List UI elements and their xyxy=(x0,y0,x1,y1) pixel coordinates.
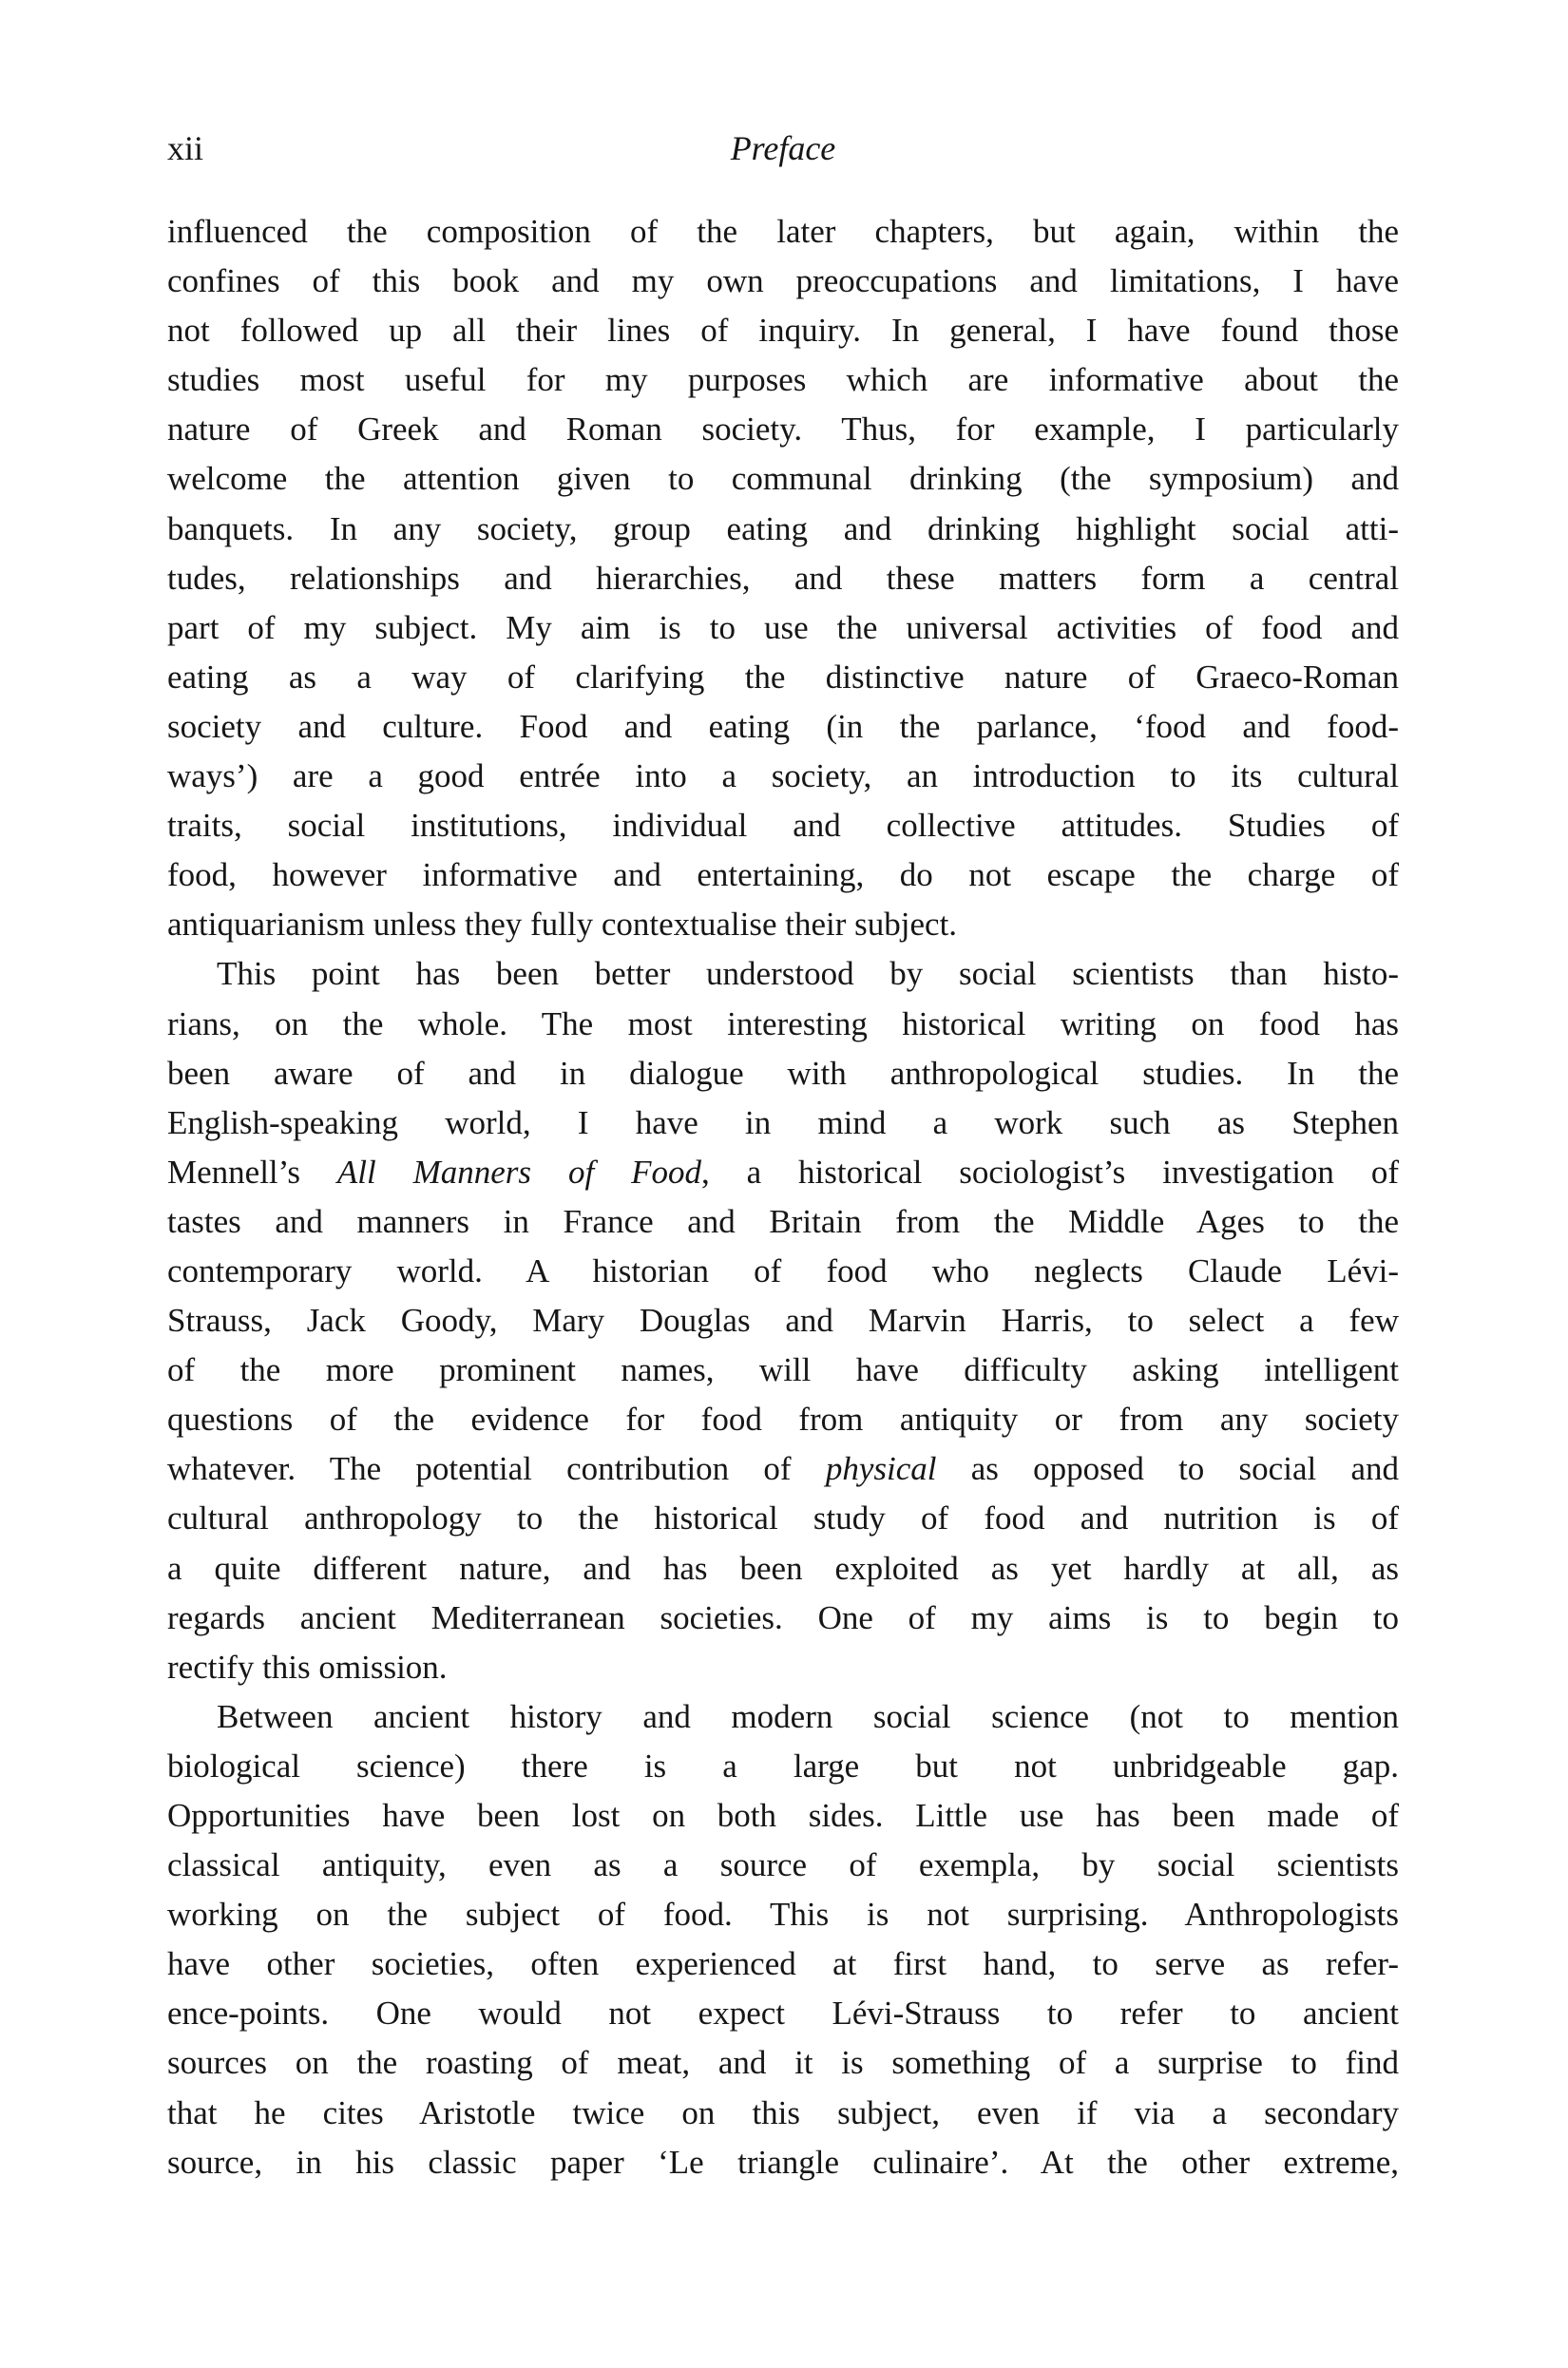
emphasis-italic: physical xyxy=(825,1450,937,1488)
text-line: tastes and manners in France and Britain from the Middle Ages to the xyxy=(167,1202,1399,1240)
text-line: influenced the composition of the later chapters, but again, within the xyxy=(167,213,1399,250)
text-run: as opposed to social and xyxy=(936,1450,1399,1488)
text-line: of the more prominent names, will have difficulty asking intelligent xyxy=(167,1351,1399,1389)
text-line: regards ancient Mediterranean societies. One of my aims is to begin to xyxy=(167,1598,1399,1636)
text-line: ways’) are a good entrée into a society, an introduction to its cultural xyxy=(167,757,1399,795)
text-line: welcome the attention given to communal drinking (the symposium) and xyxy=(167,460,1399,498)
running-title: Preface xyxy=(730,129,836,167)
text-line: Opportunities have been lost on both sides. Little use has been made of xyxy=(167,1797,1399,1834)
text-line: rians, on the whole. The most interesting historical writing on food has xyxy=(167,1004,1399,1042)
page-number: xii xyxy=(167,129,204,167)
text-line xyxy=(167,1444,1399,1494)
text-line: been aware of and in dialogue with anthropological studies. In the xyxy=(167,1054,1399,1092)
text-line: confines of this book and my own preoccupations and limitations, I have xyxy=(167,262,1399,300)
text-line: studies most useful for my purposes which are informative about the xyxy=(167,361,1399,399)
text-run: whatever. The potential contribution of xyxy=(167,1450,826,1488)
body-text xyxy=(167,207,1399,2187)
text-line: tudes, relationships and hierarchies, and these matters form a central xyxy=(167,559,1399,597)
text-line: a quite different nature, and has been exploited as yet hardly at all, as xyxy=(167,1549,1399,1587)
text-line: antiquarianism unless they fully contextualise their subject. xyxy=(167,906,958,944)
text-line: that he cites Aristotle twice on this subject, even if via a secondary xyxy=(167,2093,1399,2131)
paragraph xyxy=(167,207,1399,949)
text-run: Mennell’s xyxy=(167,1153,337,1191)
running-head xyxy=(167,124,1399,173)
book-title-italic: All Manners of Food xyxy=(336,1153,701,1191)
text-line: biological science) there is a large but not unbridgeable gap. xyxy=(167,1747,1399,1785)
text-line: eating as a way of clarifying the distinctive nature of Graeco-Roman xyxy=(167,658,1399,696)
text-line: working on the subject of food. This is not surprising. Anthropologists xyxy=(167,1896,1399,1934)
text-line: This point has been better understood by social scientists than histo- xyxy=(217,955,1399,993)
text-line: traits, social institutions, individual and collective attitudes. Studies of xyxy=(167,807,1399,845)
text-line: Strauss, Jack Goody, Mary Douglas and Marvin Harris, to select a few xyxy=(167,1302,1399,1340)
text-line: sources on the roasting of meat, and it is something of a surprise to find xyxy=(167,2044,1399,2082)
text-line: food, however informative and entertaining, do not escape the charge of xyxy=(167,856,1399,894)
text-line: rectify this omission. xyxy=(167,1648,448,1686)
text-line xyxy=(167,1148,1399,1197)
text-line: contemporary world. A historian of food who neglects Claude Lévi- xyxy=(167,1251,1399,1289)
text-line: Between ancient history and modern social science (not to mention xyxy=(217,1697,1399,1735)
text-line: banquets. In any society, group eating and drinking highlight social atti- xyxy=(167,509,1399,547)
paragraph xyxy=(167,949,1399,1691)
text-line: source, in his classic paper ‘Le triangle culinaire’. At the other extreme, xyxy=(167,2143,1399,2181)
text-line: classical antiquity, even as a source of exempla, by social scientists xyxy=(167,1846,1399,1884)
text-line: nature of Greek and Roman society. Thus, for example, I particularly xyxy=(167,411,1399,449)
text-run: , a historical sociologist’s investigation of xyxy=(700,1153,1399,1191)
text-line: part of my subject. My aim is to use the universal activities of food and xyxy=(167,608,1399,646)
text-line: have other societies, often experienced at first hand, to serve as refer- xyxy=(167,1945,1399,1983)
paragraph xyxy=(167,1692,1399,2187)
text-line: not followed up all their lines of inquiry. In general, I have found those xyxy=(167,312,1399,350)
text-line: cultural anthropology to the historical study of food and nutrition is of xyxy=(167,1499,1399,1537)
text-line: ence-points. One would not expect Lévi-Strauss to refer to ancient xyxy=(167,1995,1399,2033)
text-line: society and culture. Food and eating (in the parlance, ‘food and food- xyxy=(167,707,1399,745)
text-line: English-speaking world, I have in mind a work such as Stephen xyxy=(167,1103,1399,1141)
text-line: questions of the evidence for food from antiquity or from any society xyxy=(167,1401,1399,1439)
